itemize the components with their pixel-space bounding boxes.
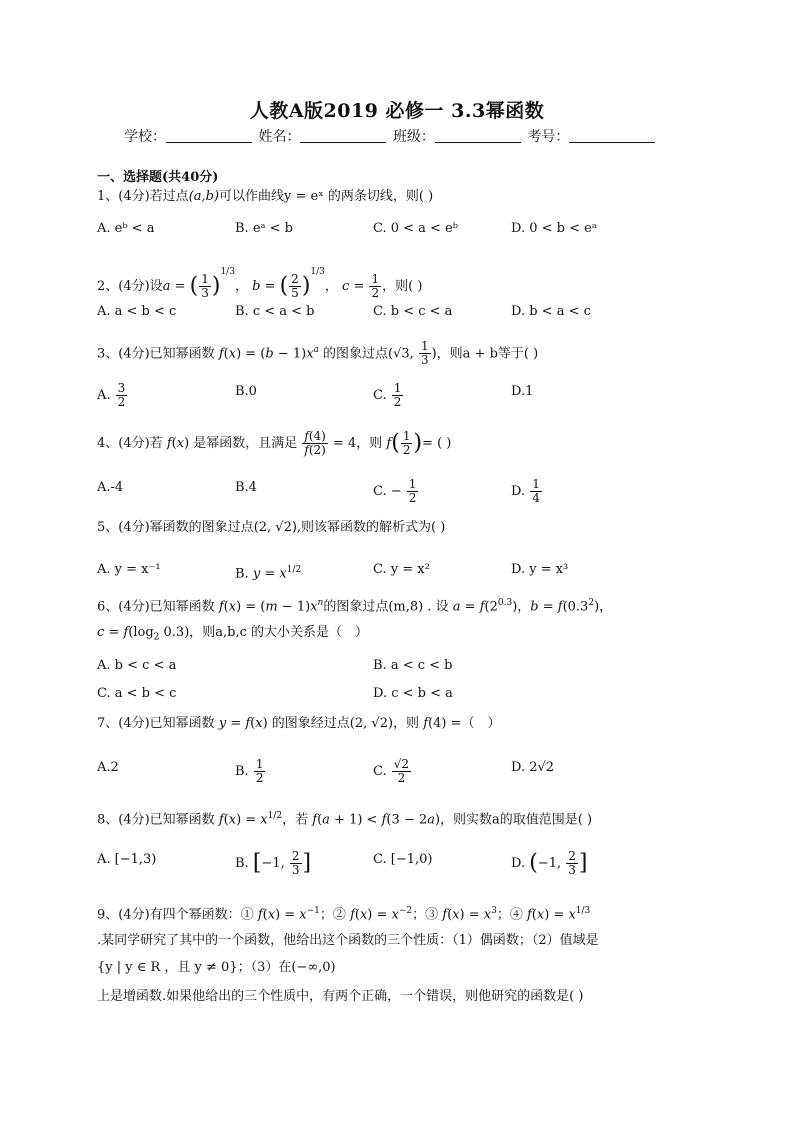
q6-option-a[interactable]: A. b < c < a	[97, 658, 177, 673]
q2-option-b[interactable]: B. c < a < b	[235, 304, 315, 319]
q8-option-d[interactable]: D. (−1, $\frac{2}{3}$ ]	[511, 849, 588, 877]
question-2: 2、(4分)设a = ( $\frac{1}{3}$ )$^{1/3}$， b = ( $\frac{2}{5}$ )$^{1/3}$， c = $\frac{1}{2}$ ，则( )	[97, 267, 423, 300]
q5-option-b[interactable]: B. $y = x^{1/2}$	[235, 565, 302, 582]
q2-option-c[interactable]: C. b < c < a	[373, 304, 453, 319]
section-heading: 一、选择题(共40分)	[97, 170, 219, 185]
q8-option-b[interactable]: B. [−1, $\frac{2}{3}$ ]	[235, 849, 312, 877]
q3-option-d[interactable]: D.1	[511, 384, 534, 399]
name-blank[interactable]	[300, 128, 386, 143]
question-9-line3: {y | y ∈ R ，且 y ≠ 0}；（3）在(−∞,0)	[97, 960, 336, 975]
q7-option-d[interactable]: D. 2√2	[511, 760, 555, 775]
q2-option-d[interactable]: D. b < a < c	[511, 304, 591, 319]
question-9-line2: .某同学研究了其中的一个函数，他给出这个函数的三个性质：（1）偶函数；（2）值域是	[97, 933, 599, 948]
question-6: 6、(4分)已知幂函数 $f(x) = (m - 1)x^n$的图象过点(m,8) . 设 $a = f(2^{0.3})$，$b = f(0.3^2)$，	[97, 598, 613, 615]
school-blank[interactable]	[166, 128, 252, 143]
q3-option-b[interactable]: B.0	[235, 384, 257, 399]
q3-option-a[interactable]: A. $\frac{3}{2}$	[97, 381, 126, 409]
question-9-line4: 上是增函数.如果他给出的三个性质中，有两个正确，一个错误，则他研究的函数是( )	[97, 989, 584, 1004]
q7-option-a[interactable]: A.2	[97, 760, 119, 775]
question-3: 3、(4分)已知幂函数 $f(x) = (b - 1)x^a$ 的图象过点(√3, $\frac{1}{3}$ )，则a + b等于( )	[97, 339, 539, 368]
exam-number-blank[interactable]	[569, 128, 655, 143]
q1-option-c[interactable]: C. 0 < a < eᵇ	[373, 221, 458, 236]
q1-option-b[interactable]: B. eᵃ < b	[235, 221, 294, 236]
q6-option-b[interactable]: B. a < c < b	[373, 658, 453, 673]
q6-option-d[interactable]: D. c < b < a	[373, 686, 453, 701]
q1-option-d[interactable]: D. 0 < b < eᵃ	[511, 221, 597, 236]
q2-option-a[interactable]: A. a < b < c	[97, 304, 177, 319]
question-1: 1、(4分)若过点(a,b)可以作曲线y = eˣ 的两条切线，则( )	[97, 189, 434, 204]
question-8: 8、(4分)已知幂函数 $f(x) = x^{1/2}$，若 f(a + 1) < f(3 − 2a)，则实数a的取值范围是( )	[97, 811, 593, 828]
question-6-line2: $c = f(\log_2$ 0.3)，则a,b,c 的大小关系是（ ）	[97, 625, 369, 643]
class-label: 班级：	[392, 129, 435, 145]
student-info-row	[124, 126, 657, 146]
q7-option-b[interactable]: B. $\frac{1}{2}$	[235, 757, 264, 785]
page-title: 人教A版2019 必修一 3.3幂函数	[249, 100, 545, 122]
question-9: 9、(4分)有四个幂函数：① $f(x) = x^{-1}$；② $f(x) = x^{-2}$；③ $f(x) = x^3$；④ $f(x) = x^{1/3}$	[97, 906, 591, 923]
q4-option-d[interactable]: D. $\frac{1}{4}$	[511, 477, 540, 505]
q8-option-c[interactable]: C. [−1,0)	[373, 852, 433, 867]
question-5: 5、(4分)幂函数的图象过点(2, √2),则该幂函数的解析式为( )	[97, 520, 446, 535]
school-label: 学校：	[124, 129, 166, 145]
exam-number-label: 考号：	[527, 129, 570, 145]
q5-option-c[interactable]: C. y = x²	[373, 562, 430, 577]
question-4: 4、(4分)若 f(x) 是幂函数，且满足 $\frac{f(4)}{f(2)}$ = 4，则 f( $\frac{1}{2}$ )= ( )	[97, 429, 452, 457]
question-7: 7、(4分)已知幂函数 y = f(x) 的图象经过点(2, √2)，则 f(4) =（ ）	[97, 716, 501, 731]
q4-option-b[interactable]: B.4	[235, 480, 257, 495]
class-blank[interactable]	[435, 128, 521, 143]
q1-option-a[interactable]: A. eᵇ < a	[97, 221, 155, 236]
q3-option-c[interactable]: C. $\frac{1}{2}$	[373, 381, 402, 409]
q5-option-a[interactable]: A. y = x⁻¹	[97, 562, 161, 577]
name-label: 姓名：	[258, 129, 301, 145]
q5-option-d[interactable]: D. y = x³	[511, 562, 569, 577]
q8-option-a[interactable]: A. [−1,3)	[97, 852, 157, 867]
q4-option-c[interactable]: C. − $\frac{1}{2}$	[373, 477, 417, 505]
q6-option-c[interactable]: C. a < b < c	[97, 686, 177, 701]
q7-option-c[interactable]: C. $\frac{√2}{2}$	[373, 757, 410, 785]
q4-option-a[interactable]: A.-4	[97, 480, 124, 495]
